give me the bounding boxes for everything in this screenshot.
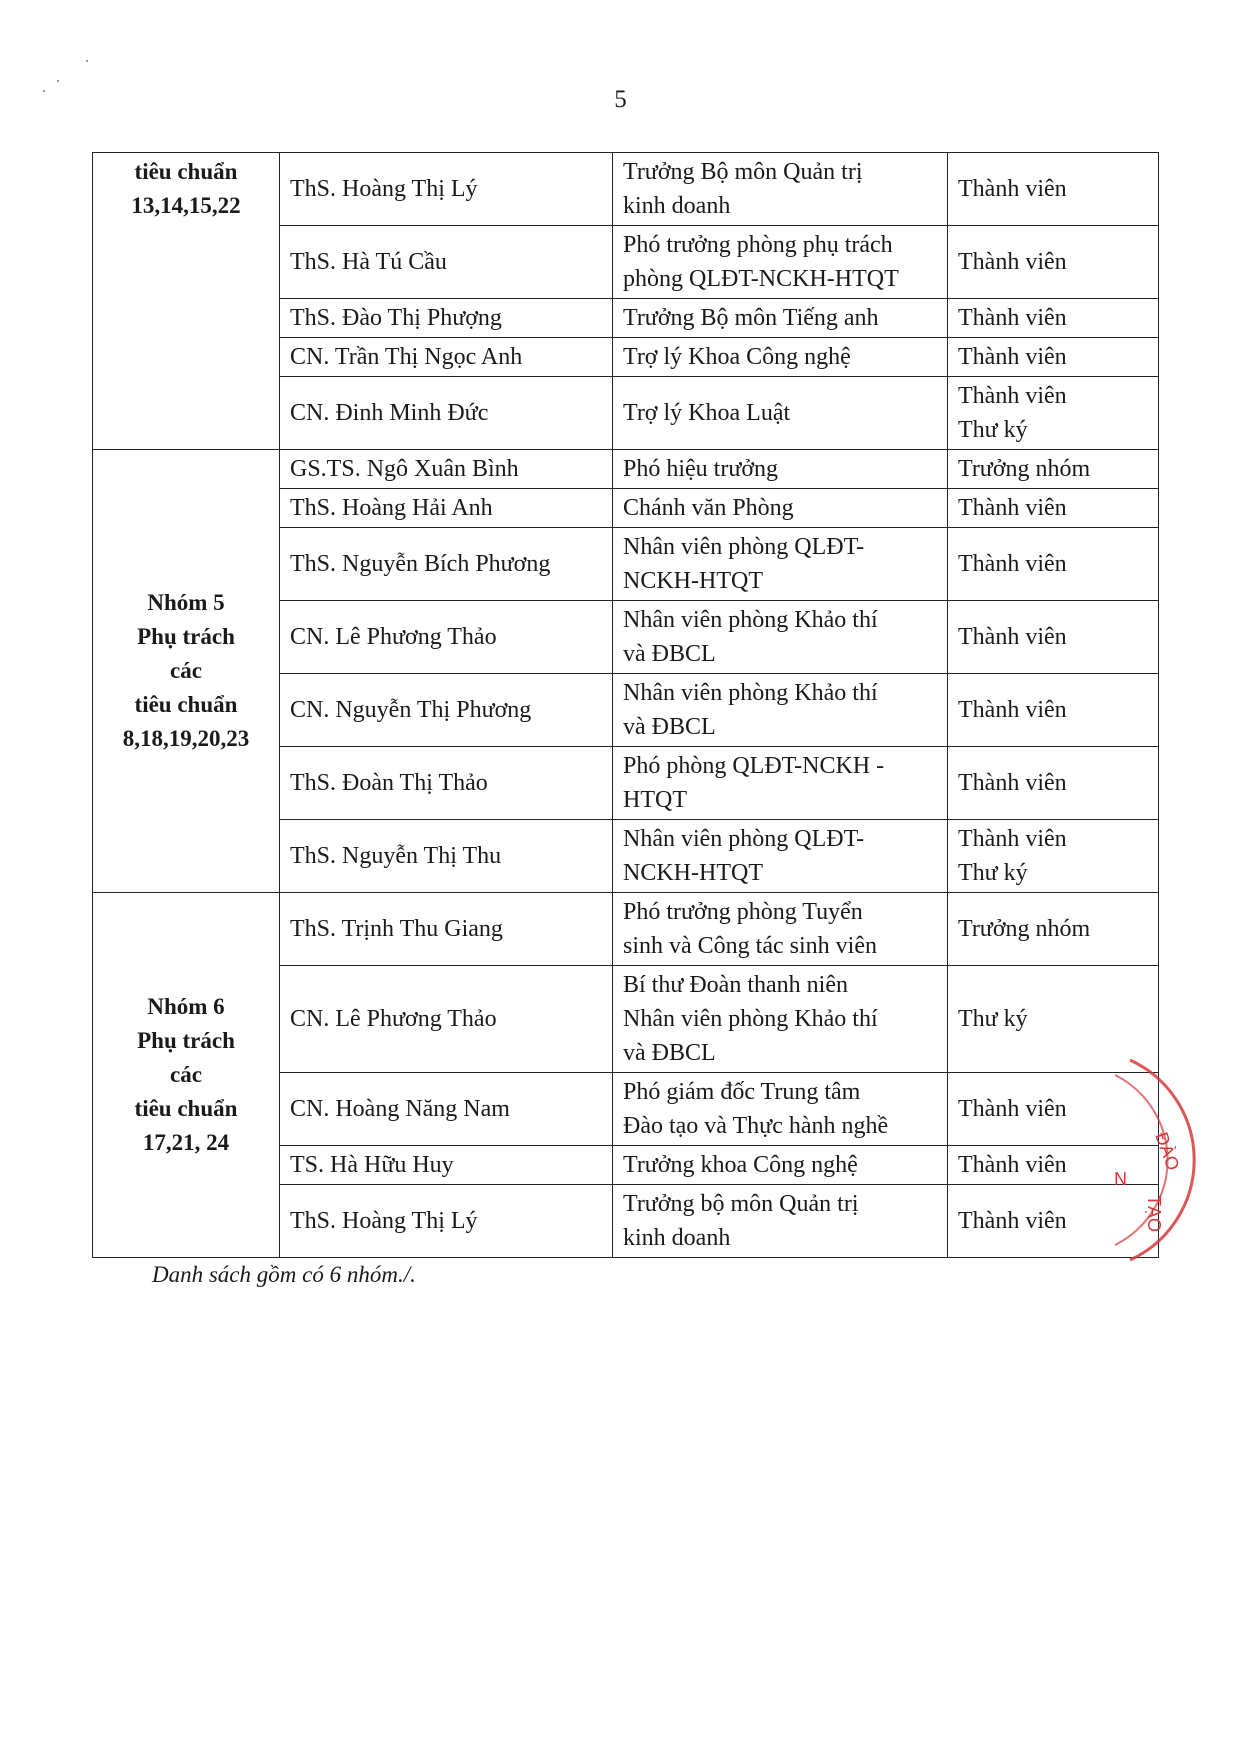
position-line: Phó trưởng phòng Tuyển bbox=[623, 899, 863, 925]
position-line: Trợ lý Khoa Công nghệ bbox=[623, 344, 851, 370]
position-line: Chánh văn Phòng bbox=[623, 495, 794, 521]
position-line: Nhân viên phòng QLĐT- bbox=[623, 534, 865, 560]
table-row bbox=[93, 450, 1159, 489]
member-position-cell bbox=[613, 601, 948, 674]
position-line: và ĐBCL bbox=[623, 714, 716, 740]
position-line: HTQT bbox=[623, 787, 687, 813]
group-label-cell bbox=[93, 153, 280, 450]
scan-speck bbox=[86, 60, 88, 62]
position-line: Phó hiệu trưởng bbox=[623, 456, 779, 482]
position-line: Phó giám đốc Trung tâm bbox=[623, 1079, 861, 1105]
position-line: sinh và Công tác sinh viên bbox=[623, 933, 877, 959]
group-label-line: 13,14,15,22 bbox=[131, 193, 241, 218]
role-line: Thành viên bbox=[958, 624, 1067, 650]
member-role-cell bbox=[948, 747, 1159, 820]
group-label-cell bbox=[93, 893, 280, 1258]
member-name-cell: CN. Lê Phương Thảo bbox=[280, 601, 613, 674]
member-position-cell bbox=[613, 966, 948, 1073]
member-name-cell: CN. Trần Thị Ngọc Anh bbox=[280, 338, 613, 377]
committee-roster-table bbox=[92, 152, 1159, 1258]
position-line: phòng QLĐT-NCKH-HTQT bbox=[623, 266, 899, 292]
position-line: NCKH-HTQT bbox=[623, 568, 763, 594]
member-position-cell bbox=[613, 226, 948, 299]
member-name-cell: ThS. Nguyễn Bích Phương bbox=[280, 528, 613, 601]
member-name-cell: CN. Lê Phương Thảo bbox=[280, 966, 613, 1073]
member-role-cell bbox=[948, 674, 1159, 747]
position-line: Trưởng Bộ môn Quản trị bbox=[623, 159, 863, 185]
member-name-cell: CN. Nguyễn Thị Phương bbox=[280, 674, 613, 747]
role-line: Thành viên bbox=[958, 551, 1067, 577]
member-position-cell bbox=[613, 153, 948, 226]
role-line: Thành viên bbox=[958, 383, 1067, 409]
role-line: Thành viên bbox=[958, 1152, 1067, 1178]
list-footnote: Danh sách gồm có 6 nhóm./. bbox=[152, 1262, 416, 1287]
member-position-cell bbox=[613, 893, 948, 966]
member-role-cell bbox=[948, 226, 1159, 299]
group-label-line: Phụ trách bbox=[137, 1028, 235, 1053]
member-name-cell: ThS. Hoàng Thị Lý bbox=[280, 1185, 613, 1258]
member-role-cell bbox=[948, 893, 1159, 966]
position-line: Nhân viên phòng Khảo thí bbox=[623, 607, 878, 633]
member-position-cell bbox=[613, 377, 948, 450]
member-position-cell bbox=[613, 450, 948, 489]
role-line: Thư ký bbox=[958, 860, 1028, 886]
position-line: kinh doanh bbox=[623, 1225, 731, 1251]
position-line: kinh doanh bbox=[623, 193, 731, 219]
group-label-line: 8,18,19,20,23 bbox=[122, 726, 250, 751]
role-line: Trưởng nhóm bbox=[958, 456, 1091, 482]
member-name-cell: ThS. Trịnh Thu Giang bbox=[280, 893, 613, 966]
roster-body bbox=[93, 153, 1159, 1258]
position-line: Nhân viên phòng QLĐT- bbox=[623, 826, 865, 852]
position-line: Đào tạo và Thực hành nghề bbox=[623, 1113, 889, 1139]
svg-text:ĐÀO: ĐÀO bbox=[1151, 1129, 1184, 1174]
member-position-cell bbox=[613, 1146, 948, 1185]
position-line: Nhân viên phòng Khảo thí bbox=[623, 1006, 878, 1032]
role-line: Thành viên bbox=[958, 1096, 1067, 1122]
member-role-cell bbox=[948, 1146, 1159, 1185]
position-line: Phó trưởng phòng phụ trách bbox=[623, 232, 893, 258]
member-name-cell: TS. Hà Hữu Huy bbox=[280, 1146, 613, 1185]
member-role-cell bbox=[948, 820, 1159, 893]
member-name-cell: ThS. Nguyễn Thị Thu bbox=[280, 820, 613, 893]
role-line: Thành viên bbox=[958, 697, 1067, 723]
member-role-cell bbox=[948, 1073, 1159, 1146]
member-position-cell bbox=[613, 299, 948, 338]
member-role-cell bbox=[948, 153, 1159, 226]
position-line: và ĐBCL bbox=[623, 641, 716, 667]
member-name-cell: ThS. Đoàn Thị Thảo bbox=[280, 747, 613, 820]
scan-speck bbox=[57, 80, 59, 82]
group-label-line: tiêu chuẩn bbox=[134, 1096, 238, 1121]
position-line: và ĐBCL bbox=[623, 1040, 716, 1066]
member-position-cell bbox=[613, 1073, 948, 1146]
position-line: Trưởng Bộ môn Tiếng anh bbox=[623, 305, 879, 331]
position-line: Phó phòng QLĐT-NCKH - bbox=[623, 753, 885, 779]
member-name-cell: ThS. Hoàng Thị Lý bbox=[280, 153, 613, 226]
member-name-cell: ThS. Hà Tú Cầu bbox=[280, 226, 613, 299]
group-label-line: 17,21, 24 bbox=[142, 1130, 230, 1155]
table-row bbox=[93, 153, 1159, 226]
role-line: Trưởng nhóm bbox=[958, 916, 1091, 942]
member-role-cell bbox=[948, 1185, 1159, 1258]
position-line: Trưởng khoa Công nghệ bbox=[623, 1152, 858, 1178]
role-line: Thư ký bbox=[958, 417, 1028, 443]
member-role-cell bbox=[948, 450, 1159, 489]
member-role-cell bbox=[948, 377, 1159, 450]
member-name-cell: ThS. Hoàng Hải Anh bbox=[280, 489, 613, 528]
scan-speck bbox=[43, 90, 45, 92]
group-label-cell bbox=[93, 450, 280, 893]
position-line: Trưởng bộ môn Quản trị bbox=[623, 1191, 859, 1217]
group-label-line: Nhóm 6 bbox=[147, 994, 225, 1019]
group-label-line: các bbox=[170, 1062, 202, 1087]
position-line: Trợ lý Khoa Luật bbox=[623, 400, 791, 426]
member-role-cell bbox=[948, 489, 1159, 528]
group-label-line: các bbox=[170, 658, 202, 683]
role-line: Thành viên bbox=[958, 1208, 1067, 1234]
role-line: Thành viên bbox=[958, 826, 1067, 852]
group-label-line: Phụ trách bbox=[137, 624, 235, 649]
member-name-cell: ThS. Đào Thị Phượng bbox=[280, 299, 613, 338]
role-line: Thành viên bbox=[958, 249, 1067, 275]
group-label-line: tiêu chuẩn bbox=[134, 159, 238, 184]
member-role-cell bbox=[948, 338, 1159, 377]
member-role-cell bbox=[948, 299, 1159, 338]
position-line: Nhân viên phòng Khảo thí bbox=[623, 680, 878, 706]
member-position-cell bbox=[613, 528, 948, 601]
member-position-cell bbox=[613, 1185, 948, 1258]
member-position-cell bbox=[613, 820, 948, 893]
member-position-cell bbox=[613, 674, 948, 747]
member-role-cell bbox=[948, 966, 1159, 1073]
member-name-cell: CN. Hoàng Năng Nam bbox=[280, 1073, 613, 1146]
table-row bbox=[93, 893, 1159, 966]
svg-text:N: N bbox=[1114, 1169, 1127, 1189]
role-line: Thành viên bbox=[958, 305, 1067, 331]
position-line: Bí thư Đoàn thanh niên bbox=[623, 972, 848, 998]
role-line: Thành viên bbox=[958, 770, 1067, 796]
member-role-cell bbox=[948, 528, 1159, 601]
role-line: Thư ký bbox=[958, 1006, 1028, 1032]
group-label-line: tiêu chuẩn bbox=[134, 692, 238, 717]
member-name-cell: CN. Đinh Minh Đức bbox=[280, 377, 613, 450]
role-line: Thành viên bbox=[958, 344, 1067, 370]
role-line: Thành viên bbox=[958, 176, 1067, 202]
page-number: 5 bbox=[614, 86, 627, 113]
member-position-cell bbox=[613, 747, 948, 820]
svg-text:TẠO: TẠO bbox=[1144, 1195, 1164, 1233]
member-role-cell bbox=[948, 601, 1159, 674]
role-line: Thành viên bbox=[958, 495, 1067, 521]
position-line: NCKH-HTQT bbox=[623, 860, 763, 886]
group-label-line: Nhóm 5 bbox=[147, 590, 225, 615]
member-position-cell bbox=[613, 489, 948, 528]
member-position-cell bbox=[613, 338, 948, 377]
member-name-cell: GS.TS. Ngô Xuân Bình bbox=[280, 450, 613, 489]
